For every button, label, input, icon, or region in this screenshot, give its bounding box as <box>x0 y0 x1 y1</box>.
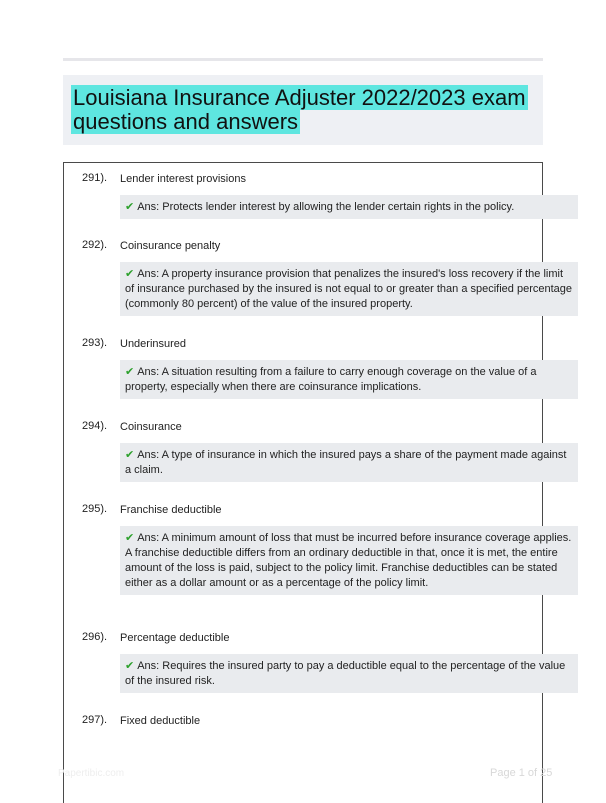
answer-box <box>120 654 578 693</box>
title-banner <box>63 75 543 145</box>
answer-text: Ans: Requires the insured party to pay a deductible equal to the percentage of the value of the insured risk. <box>125 660 566 687</box>
answer-box <box>120 526 578 595</box>
answer-text: Ans: A situation resulting from a failure to carry enough coverage on the value of a property, especially when there are coinsurance implications. <box>125 366 537 393</box>
question-number: 295). <box>82 503 108 515</box>
question-number: 292). <box>82 239 108 251</box>
checkmark-icon: ✔ <box>125 659 135 672</box>
answer-text: Ans: A property insurance provision that penalizes the insured's loss recovery if the limit of insurance purchased by the insured is not equal to or greater than a specified percentage (commonly 80 percent) of the value of the insured property. <box>125 268 573 310</box>
page-number: Page 1 of 25 <box>490 767 553 779</box>
answer-box <box>120 443 578 482</box>
answer-box <box>120 262 578 316</box>
answer-box <box>120 360 578 399</box>
question-number: 293). <box>82 337 108 349</box>
question-text: Underinsured <box>120 338 187 350</box>
question-text: Fixed deductible <box>120 715 201 727</box>
question-text: Percentage deductible <box>120 632 230 644</box>
answer-box <box>120 195 578 219</box>
question-text: Coinsurance <box>120 421 182 433</box>
checkmark-icon: ✔ <box>125 531 135 544</box>
checkmark-icon: ✔ <box>125 200 135 213</box>
answer-text: Ans: A minimum amount of loss that must be incurred before insurance coverage applies. A franchise deductible differs from an ordinary deductible in that, once it is met, the entire amount of the loss is paid, subject to the policy limit. Franchise deductibles can be stated either as a dollar amount or as a percentage of the policy limit. <box>125 532 572 589</box>
question-number: 294). <box>82 420 108 432</box>
qa-list <box>63 162 573 803</box>
checkmark-icon: ✔ <box>125 365 135 378</box>
checkmark-icon: ✔ <box>125 448 135 461</box>
top-divider <box>63 58 543 61</box>
question-number: 297). <box>82 714 108 726</box>
answer-text: Ans: A type of insurance in which the insured pays a share of the payment made against a claim. <box>125 449 567 476</box>
checkmark-icon: ✔ <box>125 267 135 280</box>
question-text: Franchise deductible <box>120 504 222 516</box>
page-title: Louisiana Insurance Adjuster 2022/2023 exam questions and answers <box>73 85 526 134</box>
question-text: Coinsurance penalty <box>120 240 221 252</box>
question-text: Lender interest provisions <box>120 173 246 185</box>
question-number: 291). <box>82 172 108 184</box>
question-number: 296). <box>82 631 108 643</box>
footer-site-watermark: Papertibic.com <box>58 768 125 779</box>
answer-text: Ans: Protects lender interest by allowing the lender certain rights in the policy. <box>137 201 515 213</box>
